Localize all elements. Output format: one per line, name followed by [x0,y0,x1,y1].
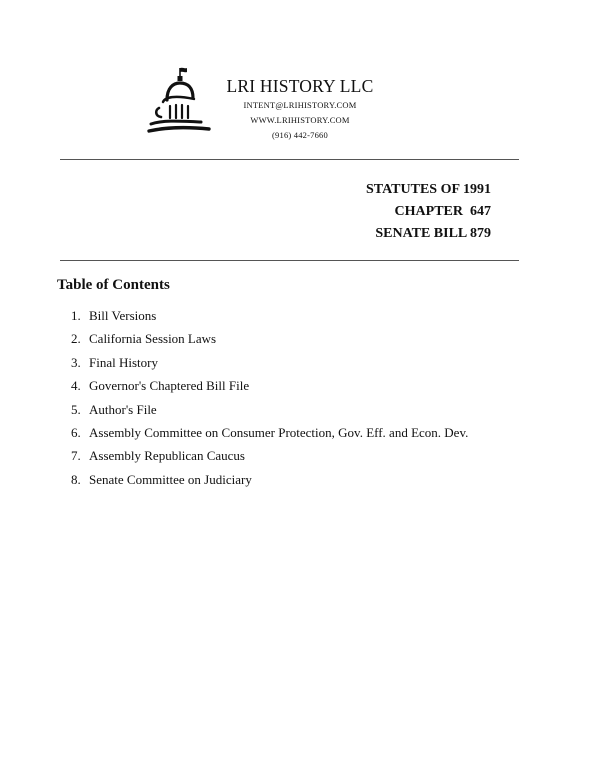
toc-item-number: 8. [71,471,81,487]
contact-phone: (916) 442-7660 [272,130,328,140]
toc-item-number: 5. [71,401,81,417]
toc-item-label: Assembly Committee on Consumer Protection, Gov. Eff. and Econ. Dev. [89,424,469,440]
capitol-dome-icon [145,64,215,140]
company-name: LRI HISTORY LLC [226,76,374,96]
toc-item-label: Senate Committee on Judiciary [89,471,252,487]
toc-item-number: 1. [71,308,81,323]
toc-item[interactable] [71,448,468,471]
contact-website: WWW.LRIHISTORY.COM [250,115,350,125]
statute-bill: SENATE BILL 879 [375,226,491,241]
toc-list [71,308,468,495]
toc-title: Table of Contents [57,277,170,293]
contact-email: INTENT@LRIHISTORY.COM [243,100,357,110]
top-divider [60,159,519,160]
toc-item-label: Author's File [89,401,157,417]
toc-item-label: Assembly Republican Caucus [89,448,245,464]
toc-item[interactable] [71,355,468,378]
toc-item-label: Bill Versions [89,308,157,323]
toc-item[interactable] [71,402,468,425]
toc-item[interactable] [71,472,468,495]
toc-item[interactable] [71,331,468,354]
toc-item-label: Governor's Chaptered Bill File [89,378,250,394]
statute-chapter: CHAPTER 647 [394,204,491,219]
toc-item[interactable] [71,378,468,401]
toc-item-number: 3. [71,354,81,370]
toc-item-number: 2. [71,331,81,347]
toc-item-label: Final History [89,354,158,370]
toc-item-number: 4. [71,378,81,394]
statute-year: STATUTES OF 1991 [366,182,491,197]
toc-item-label: California Session Laws [89,331,217,347]
toc-item[interactable] [71,308,468,331]
toc-item[interactable] [71,425,468,448]
toc-item-number: 7. [71,448,81,464]
bottom-divider [60,260,519,261]
toc-item-number: 6. [71,424,81,440]
